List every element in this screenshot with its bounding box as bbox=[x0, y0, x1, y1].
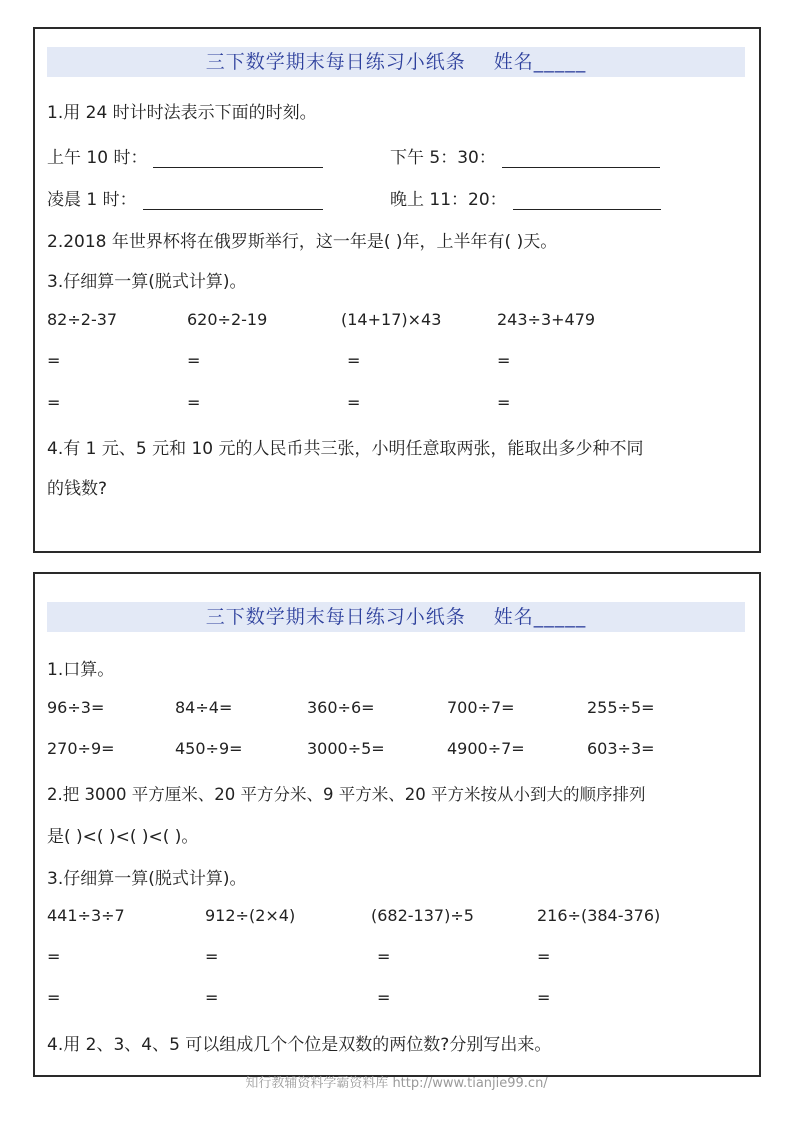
question-2: 2.2018 年世界杯将在俄罗斯举行，这一年是( )年，上半年有( )天。 bbox=[47, 232, 558, 252]
q1-item-label: 凌晨 1 时： bbox=[47, 190, 137, 210]
oral-calc-item: 96÷3= bbox=[47, 698, 105, 717]
question-4: 4.用 2、3、4、5 可以组成几个个位是双数的两位数?分别写出来。 bbox=[47, 1035, 552, 1055]
equals-sign: = bbox=[205, 988, 219, 1007]
oral-calc-item: 603÷3= bbox=[587, 739, 655, 758]
answer-blank[interactable] bbox=[153, 149, 323, 168]
question-2-line-2: 是( )<( )<( )<( )。 bbox=[47, 827, 199, 847]
card-title: 三下数学期末每日练习小纸条 bbox=[205, 606, 466, 628]
equals-sign: = bbox=[497, 393, 511, 412]
q1-item-label: 上午 10 时： bbox=[47, 148, 148, 168]
oral-calc-item: 84÷4= bbox=[175, 698, 233, 717]
q3-expression: 620÷2-19 bbox=[187, 310, 268, 329]
question-2-line-1: 2.把 3000 平方厘米、20 平方分米、9 平方米、20 平方米按从小到大的顺序排列 bbox=[47, 785, 646, 804]
q1-item-label: 下午 5：30： bbox=[390, 148, 496, 168]
answer-blank[interactable] bbox=[502, 149, 660, 168]
card-title-banner bbox=[47, 47, 745, 77]
equals-sign: = bbox=[347, 393, 361, 412]
equals-sign: = bbox=[47, 351, 61, 370]
equals-sign: = bbox=[377, 947, 391, 966]
worksheet-card-2 bbox=[33, 572, 761, 1077]
oral-calc-item: 255÷5= bbox=[587, 698, 655, 717]
equals-sign: = bbox=[205, 947, 219, 966]
question-3: 3.仔细算一算(脱式计算)。 bbox=[47, 272, 247, 292]
oral-calc-item: 3000÷5= bbox=[307, 739, 385, 758]
name-label: 姓名_____ bbox=[493, 51, 587, 73]
question-1: 1.口算。 bbox=[47, 660, 115, 680]
oral-calc-item: 270÷9= bbox=[47, 739, 115, 758]
question-1: 1.用 24 时计时法表示下面的时刻。 bbox=[47, 103, 317, 123]
equals-sign: = bbox=[497, 351, 511, 370]
q3-expression: 243÷3+479 bbox=[497, 310, 596, 329]
footer-watermark: 知行教辅资料学霸资料库 http://www.tianjie99.cn/ bbox=[245, 1076, 548, 1091]
equals-sign: = bbox=[377, 988, 391, 1007]
oral-calc-item: 450÷9= bbox=[175, 739, 243, 758]
question-4-line-1: 4.有 1 元、5 元和 10 元的人民币共三张，小明任意取两张，能取出多少种不同 bbox=[47, 439, 644, 459]
q3-expression: 912÷(2×4) bbox=[205, 906, 296, 925]
card-title-banner bbox=[47, 602, 745, 632]
equals-sign: = bbox=[537, 947, 551, 966]
question-3: 3.仔细算一算(脱式计算)。 bbox=[47, 869, 247, 889]
q1-item-2 bbox=[390, 143, 660, 168]
q3-expression: (682-137)÷5 bbox=[371, 906, 474, 925]
q3-expression: (14+17)×43 bbox=[341, 310, 442, 329]
oral-calc-item: 4900÷7= bbox=[447, 739, 525, 758]
question-4-line-2: 的钱数? bbox=[47, 479, 108, 499]
q3-expression: 441÷3÷7 bbox=[47, 906, 125, 925]
oral-calc-item: 700÷7= bbox=[447, 698, 515, 717]
equals-sign: = bbox=[187, 351, 201, 370]
equals-sign: = bbox=[347, 351, 361, 370]
q1-item-label: 晚上 11：20： bbox=[390, 190, 507, 210]
equals-sign: = bbox=[537, 988, 551, 1007]
equals-sign: = bbox=[187, 393, 201, 412]
name-label: 姓名_____ bbox=[493, 606, 587, 628]
answer-blank[interactable] bbox=[513, 191, 661, 210]
answer-blank[interactable] bbox=[143, 191, 323, 210]
q1-item-3 bbox=[47, 185, 323, 210]
equals-sign: = bbox=[47, 947, 61, 966]
q3-expression: 216÷(384-376) bbox=[537, 906, 661, 925]
card-title: 三下数学期末每日练习小纸条 bbox=[205, 51, 466, 73]
oral-calc-item: 360÷6= bbox=[307, 698, 375, 717]
q3-expression: 82÷2-37 bbox=[47, 310, 118, 329]
worksheet-card-1 bbox=[33, 27, 761, 553]
q1-item-1 bbox=[47, 143, 323, 168]
q1-item-4 bbox=[390, 185, 661, 210]
equals-sign: = bbox=[47, 393, 61, 412]
equals-sign: = bbox=[47, 988, 61, 1007]
